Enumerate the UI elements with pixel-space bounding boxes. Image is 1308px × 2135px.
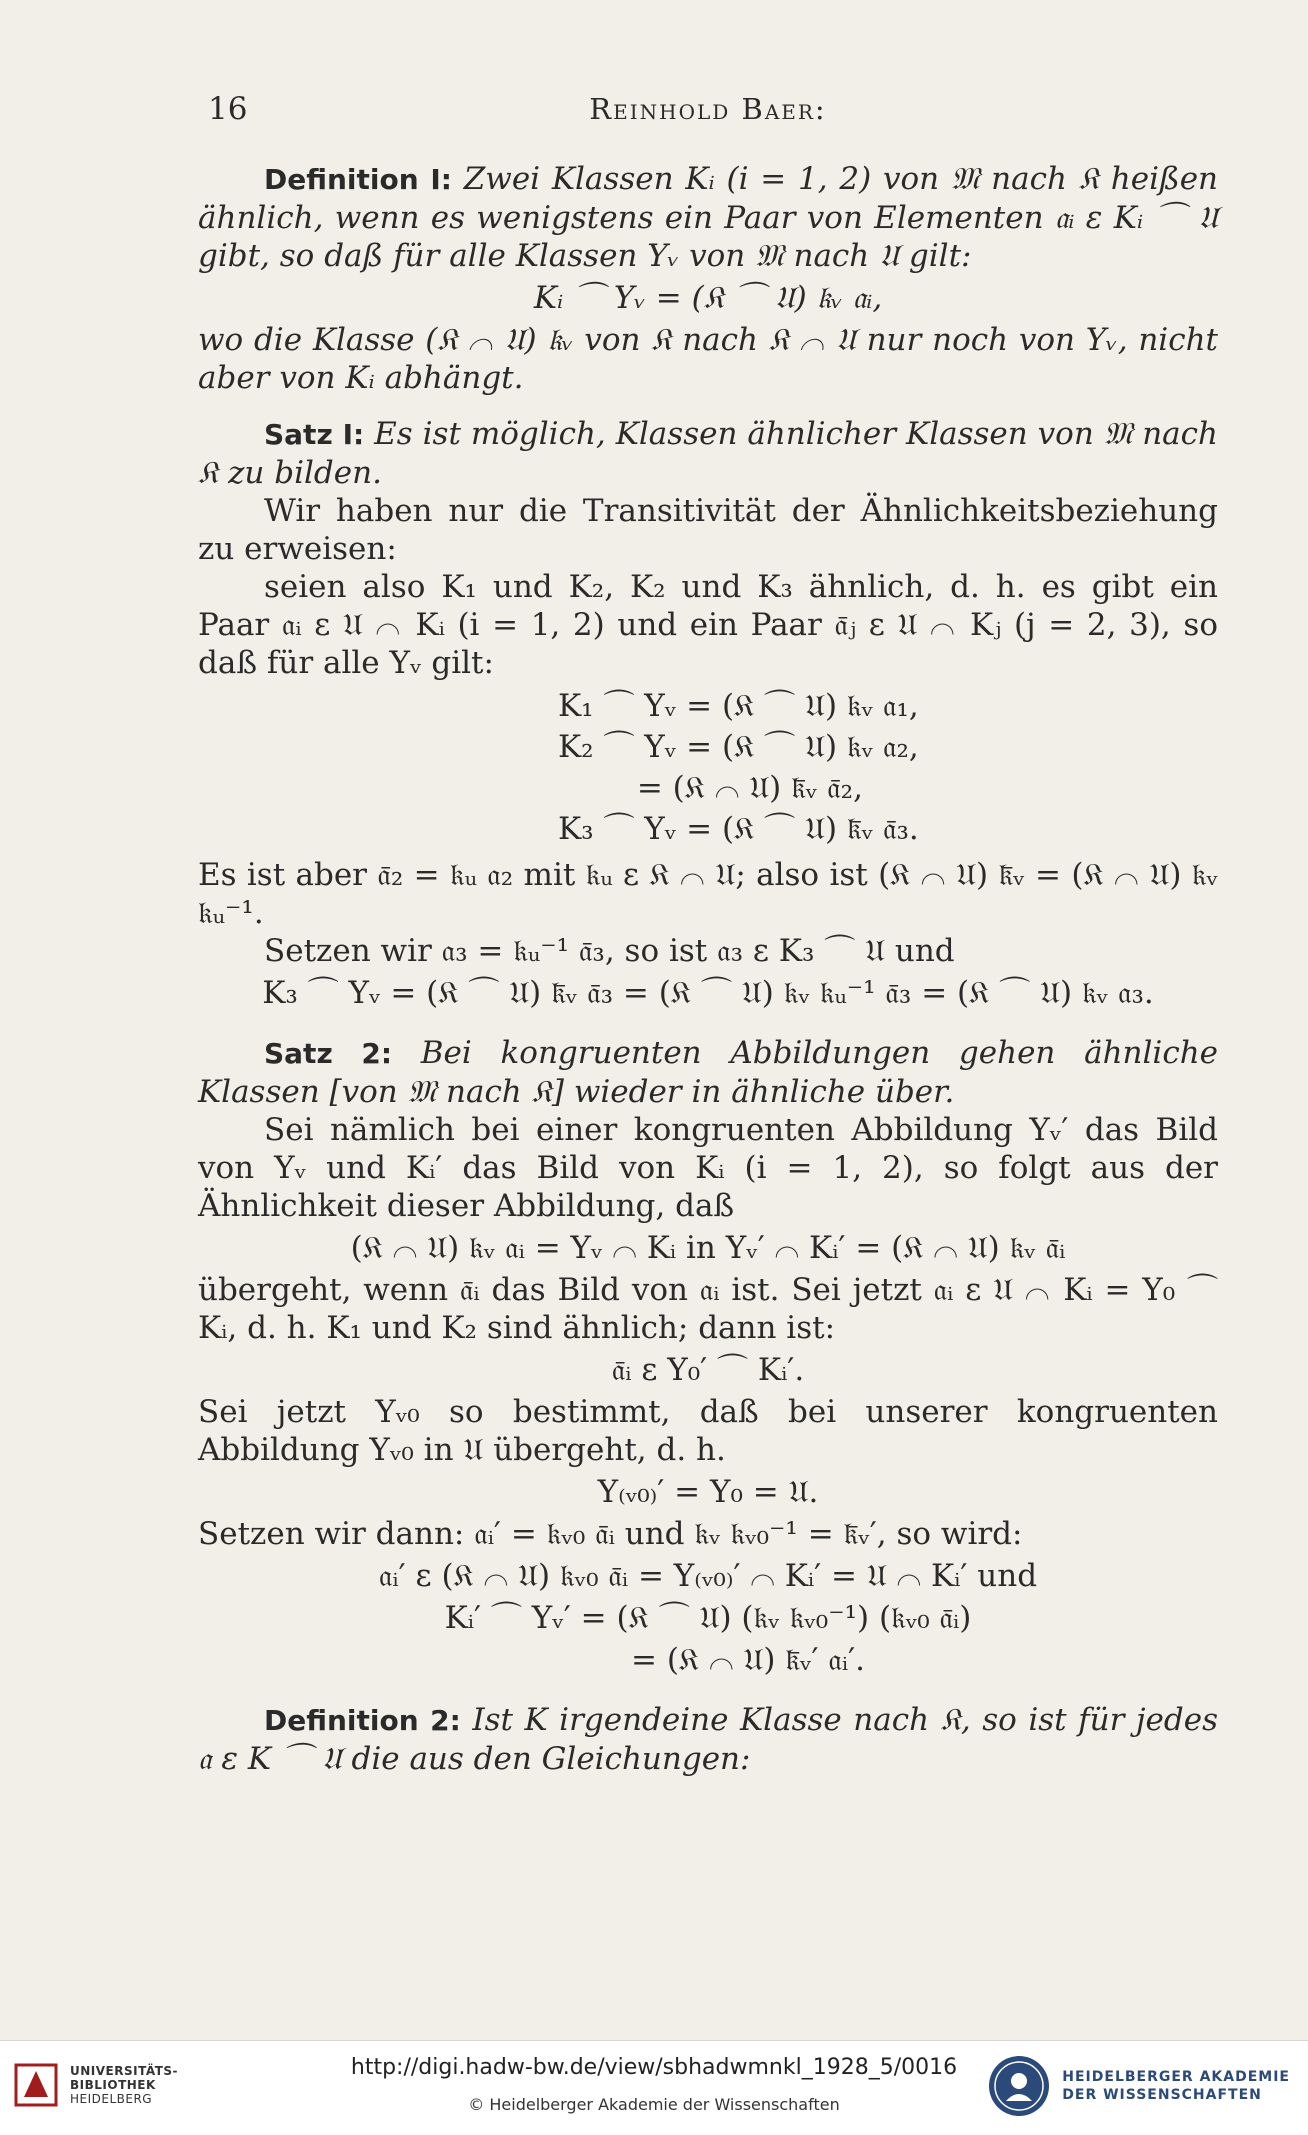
running-header: [198, 90, 1218, 134]
definition-2: [198, 1701, 1218, 1778]
academy-logo[interactable]: [986, 2053, 1290, 2119]
proof-1-formula: K₃ ⌒ Yᵥ = (𝔎 ⌒ 𝔘) 𝔨̄ᵥ 𝔞̄₃ = (𝔎 ⌒ 𝔘) 𝔨ᵥ 𝔨ᵤ⁻¹ 𝔞̄₃ = (𝔎 ⌒ 𝔘) 𝔨ᵥ 𝔞₃.: [262, 975, 1154, 1011]
viewer-footer: [0, 2040, 1308, 2135]
proof-2-formula: Y₍ᵥ₀₎′ = Y₀ = 𝔘.: [597, 1474, 819, 1510]
proof-2-formula: (𝔎 ⌒ 𝔘) 𝔨ᵥ 𝔞ᵢ = Yᵥ ⌒ Kᵢ in Yᵥ′ ⌒ Kᵢ′ = (𝔎 ⌒ 𝔘) 𝔨ᵥ 𝔞̄ᵢ: [350, 1230, 1066, 1266]
theorem-2-text: Bei kongruenten Abbildungen gehen ähnliche Klassen [von 𝔐 nach 𝔎] wieder in ähnliche über.: [198, 1035, 1219, 1110]
equation-line: K₃ ⌒ Yᵥ = (𝔎 ⌒ 𝔘) 𝔨̄ᵥ 𝔞̄₃.: [558, 811, 919, 847]
library-name-line: HEIDELBERG: [70, 2092, 153, 2106]
proof-2-formula: Kᵢ′ ⌒ Yᵥ′ = (𝔎 ⌒ 𝔘) (𝔨ᵥ 𝔨ᵥ₀⁻¹) (𝔨ᵥ₀ 𝔞̄ᵢ): [444, 1600, 972, 1636]
definition-1: [198, 160, 1218, 275]
theorem-2: [198, 1034, 1218, 1111]
theorem-2-label: Satz 2:: [264, 1037, 393, 1070]
library-name-line: BIBLIOTHEK: [70, 2078, 156, 2092]
theorem-1-text: Es ist möglich, Klassen ähnlicher Klassen von 𝔐 nach 𝔎 zu bilden.: [198, 416, 1218, 491]
academy-seal-icon: [986, 2053, 1052, 2119]
proof-1-assumption: seien also K₁ und K₂, K₂ und K₃ ähnlich, d. h. es gibt ein Paar 𝔞ᵢ ε 𝔘 ⌒ Kᵢ (i = 1, 2) und ein Paar 𝔞̄ⱼ ε 𝔘 ⌒ Kⱼ (j = 2, 3), so daß für alle Yᵥ gilt:: [198, 569, 1218, 681]
definition-1-text: Zwei Klassen Kᵢ (i = 1, 2) von 𝔐 nach 𝔎 heißen ähnlich, wenn es wenigstens ein Paar von Elementen 𝔞ᵢ ε Kᵢ ⌒ 𝔘 gibt, so daß für alle Klassen Yᵥ von 𝔐 nach 𝔘 gilt:: [198, 161, 1218, 274]
academy-name-line: HEIDELBERGER AKADEMIE: [1062, 2069, 1290, 2085]
library-name-line: UNIVERSITÄTS-: [70, 2064, 179, 2078]
proof-2-formula: = (𝔎 ⌒ 𝔘) 𝔨̄ᵥ′ 𝔞ᵢ′.: [631, 1642, 865, 1678]
proof-1-line: Es ist aber 𝔞̄₂ = 𝔨ᵤ 𝔞₂ mit 𝔨ᵤ ε 𝔎 ⌒ 𝔘; also ist (𝔎 ⌒ 𝔘) 𝔨̄ᵥ = (𝔎 ⌒ 𝔘) 𝔨ᵥ 𝔨ᵤ⁻¹.: [198, 857, 1218, 931]
definition-2-label: Definition 2:: [264, 1704, 461, 1737]
copyright-notice: © Heidelberger Akademie der Wissenschaften: [468, 2095, 840, 2114]
proof-2-paragraph: Setzen wir dann: 𝔞ᵢ′ = 𝔨ᵥ₀ 𝔞̄ᵢ und 𝔨ᵥ 𝔨ᵥ₀⁻¹ = 𝔨̄ᵥ′, so wird:: [198, 1516, 1023, 1552]
definition-2-text: Ist K irgendeine Klasse nach 𝔎, so ist für jedes 𝔞 ε K ⌒ 𝔘 die aus den Gleichungen:: [198, 1702, 1218, 1777]
proof-2-formula: 𝔞ᵢ′ ε (𝔎 ⌒ 𝔘) 𝔨ᵥ₀ 𝔞̄ᵢ = Y₍ᵥ₀₎′ ⌒ Kᵢ′ = 𝔘 ⌒ Kᵢ′ und: [378, 1558, 1038, 1594]
definition-1-formula: Kᵢ ⌒ Yᵥ = (𝔎 ⌒ 𝔘) 𝔨ᵥ 𝔞ᵢ,: [533, 280, 883, 316]
proof-2-paragraph: übergeht, wenn 𝔞̄ᵢ das Bild von 𝔞ᵢ ist. Sei jetzt 𝔞ᵢ ε 𝔘 ⌒ Kᵢ = Y₀ ⌒ Kᵢ, d. h. K₁ und K₂ sind ähnlich; dann ist:: [198, 1272, 1218, 1346]
academy-name-line: DER WISSENSCHAFTEN: [1062, 2087, 1262, 2103]
proof-2-paragraph: Sei jetzt Yᵥ₀ so bestimmt, daß bei unserer kongruenten Abbildung Yᵥ₀ in 𝔘 übergeht, d. h.: [198, 1394, 1218, 1468]
theorem-1: [198, 415, 1218, 492]
page-content: [198, 90, 1218, 1778]
page-number: 16: [208, 91, 248, 127]
permalink-url[interactable]: http://digi.hadw-bw.de/view/sbhadwmnkl_1928_5/0016: [350, 2055, 958, 2080]
theorem-1-label: Satz I:: [264, 418, 365, 451]
equation-line: K₂ ⌒ Yᵥ = (𝔎 ⌒ 𝔘) 𝔨ᵥ 𝔞₂,: [558, 729, 919, 765]
proof-1-equations: [558, 686, 1218, 850]
proof-2-formula: 𝔞̄ᵢ ε Y₀′ ⌒ Kᵢ′.: [611, 1352, 805, 1388]
proof-2-paragraph: Sei nämlich bei einer kongruenten Abbildung Yᵥ′ das Bild von Yᵥ und Kᵢ′ das Bild von Kᵢ (i = 1, 2), so folgt aus der Ähnlichkeit dieser Abbildung, daß: [198, 1112, 1218, 1224]
equation-line: K₁ ⌒ Yᵥ = (𝔎 ⌒ 𝔘) 𝔨ᵥ 𝔞₁,: [558, 688, 919, 724]
proof-1-line: Setzen wir 𝔞₃ = 𝔨ᵤ⁻¹ 𝔞̄₃, so ist 𝔞₃ ε K₃ ⌒ 𝔘 und: [264, 933, 955, 969]
running-head-author: Reinhold Baer:: [589, 92, 827, 126]
definition-1-label: Definition I:: [264, 163, 452, 196]
proof-1-intro: Wir haben nur die Transitivität der Ähnlichkeitsbeziehung zu erweisen:: [198, 493, 1218, 567]
definition-1-tail: wo die Klasse (𝔎 ⌒ 𝔘) 𝔨ᵥ von 𝔎 nach 𝔎 ⌒ 𝔘 nur noch von Yᵥ, nicht aber von Kᵢ abhängt.: [198, 322, 1218, 396]
equation-line: = (𝔎 ⌒ 𝔘) 𝔨̄ᵥ 𝔞̄₂,: [558, 770, 863, 806]
